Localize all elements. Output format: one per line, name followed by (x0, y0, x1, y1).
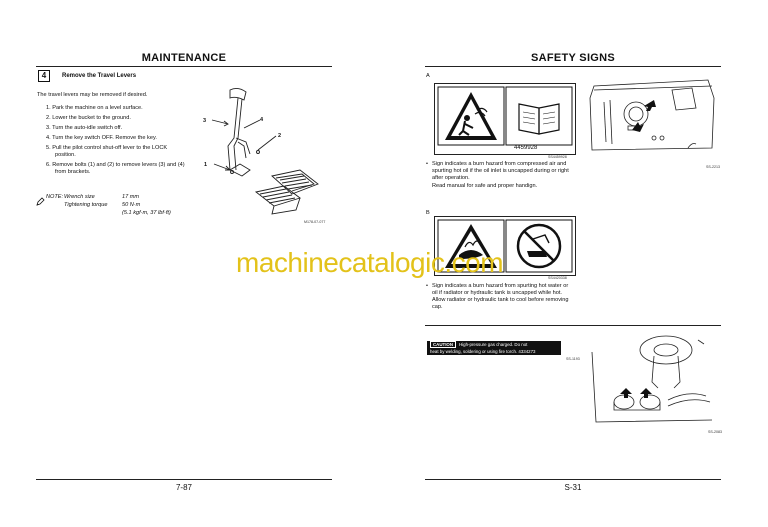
section-title: Remove the Travel Levers (62, 73, 137, 79)
right-page-header: SAFETY SIGNS (530, 52, 616, 64)
sign-b-text-1: Sign indicates a burn hazard from spurting hot water or (432, 283, 569, 289)
lower-figure-code: SS-2083 (708, 430, 722, 434)
caution-location-figure (588, 330, 718, 426)
sign-a-text-2: spurting hot oil if the oil inlet is uncapped during or right (432, 168, 569, 174)
caution-tag: CAUTION (430, 341, 456, 348)
step-5-cont: position. (55, 152, 76, 158)
sign-a-text-3: after operation. (432, 175, 470, 181)
note-wrench-label: Wrench size (64, 194, 95, 200)
step-6-cont: from brackets. (55, 169, 91, 175)
caution-code: 4334273 (518, 348, 536, 354)
step-1: 1. Park the machine on a level surface. (46, 105, 143, 111)
caution-sign (427, 341, 561, 355)
left-footer-rule (36, 479, 332, 480)
sign-a-figure-code: SS-2213 (706, 165, 720, 169)
step-6: 6. Remove bolts (1) and (2) to remove levers (3) and (4) (46, 162, 185, 168)
note-torque-value: 50 N·m (122, 202, 141, 208)
caution-line-2: heat by welding, soldering or using fire torch. (430, 348, 518, 354)
sign-a-label: A (426, 73, 430, 79)
intro-text: The travel levers may be removed if desired. (37, 92, 148, 98)
left-header-rule (36, 66, 332, 67)
sign-b-bullet: • (426, 283, 428, 289)
right-header-rule (425, 66, 721, 67)
sign-b-text-3: Allow radiator or hydraulic tank to cool before removing (432, 297, 569, 303)
pencil-icon (36, 193, 45, 202)
left-page-header: MAINTENANCE (141, 52, 227, 64)
note-label: NOTE: (46, 194, 64, 200)
sign-a-bullet: • (426, 161, 428, 167)
sign-a-location-figure (588, 78, 718, 158)
step-5: 5. Pull the pilot control shut-off lever to the LOCK (46, 145, 168, 151)
sign-a-text-1: Sign indicates a burn hazard from compressed air and (432, 161, 567, 167)
callout-4: 4 (260, 117, 264, 123)
callout-2: 2 (278, 133, 282, 139)
right-page-number: S-31 (564, 483, 582, 492)
note-wrench-value: 17 mm (122, 194, 140, 200)
watermark-text: machinecatalogic.com (236, 247, 504, 278)
right-mid-rule (425, 325, 721, 326)
caution-figure-code: SS-1193 (566, 357, 580, 361)
travel-lever-figure (200, 80, 335, 220)
sign-b-label: B (426, 210, 430, 216)
step-2: 2. Lower the bucket to the ground. (46, 115, 131, 121)
left-figure-code: M178-07-077 (304, 220, 326, 224)
callout-1: 1 (204, 162, 208, 168)
right-footer-rule (425, 479, 721, 480)
step-4: 4. Turn the key switch OFF. Remove the key. (46, 135, 157, 141)
left-page-number: 7-87 (175, 483, 192, 492)
callout-3: 3 (203, 118, 207, 124)
sign-b-text-2: oil if radiator or hydraulic tank is uncapped while hot. (432, 290, 562, 296)
step-3: 3. Turn the auto-idle switch off. (46, 125, 123, 131)
caution-line-1: High-pressure gas charged. Do not (459, 342, 528, 347)
sign-a-code: SS4459928 (548, 155, 567, 159)
step-number-box: 4 (38, 70, 50, 82)
sign-b-text-4: cap. (432, 304, 443, 310)
sign-a-text-4: Read manual for safe and proper handign. (432, 183, 538, 189)
sign-b-code: SS4420338 (548, 276, 567, 280)
sign-a-part-number: 4459928 (514, 145, 538, 151)
note-torque-imperial: (5.1 kgf·m, 37 lbf·ft) (122, 210, 171, 216)
note-torque-label: Tightening torque (64, 202, 108, 208)
sign-a-decal (434, 83, 576, 155)
